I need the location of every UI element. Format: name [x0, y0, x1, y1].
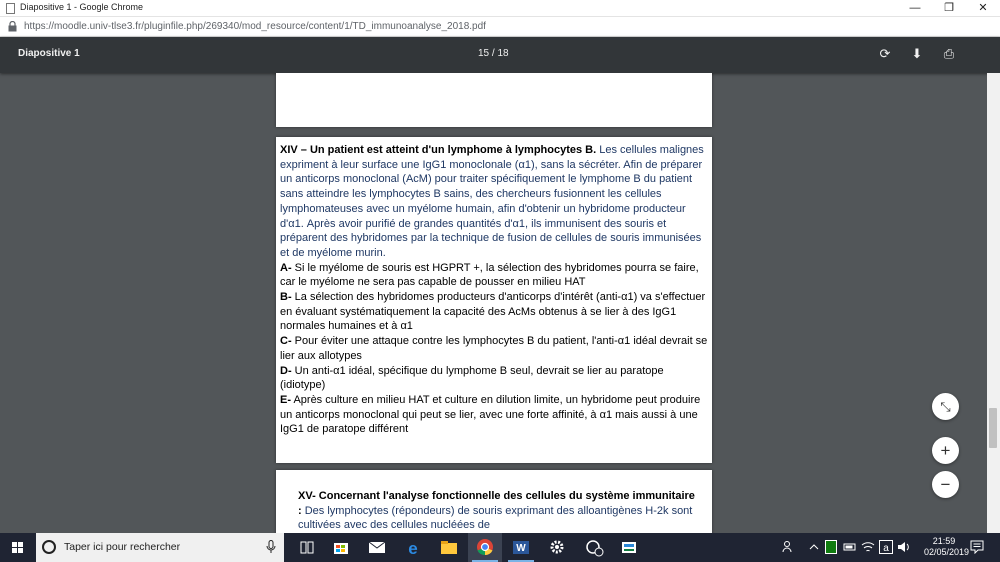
taskbar	[0, 533, 1000, 562]
question-heading: XV- Concernant l'analyse fonctionnelle des cellules du système immunitaire :	[298, 490, 695, 517]
tray-app-icon[interactable]	[825, 540, 837, 557]
zoom-out-button[interactable]: −	[932, 471, 959, 498]
store-icon[interactable]	[324, 533, 358, 562]
speaker-icon[interactable]	[897, 540, 911, 557]
windows-icon	[0, 533, 36, 562]
svg-text:e: e	[408, 539, 418, 558]
document-icon	[6, 3, 15, 14]
option-text: Pour éviter une attaque contre les lymphocytes B du patient, l'anti-α1 idéal devrait se lier aux allotypes	[280, 335, 708, 362]
file-explorer-icon[interactable]	[432, 533, 466, 562]
camera-app-icon[interactable]	[578, 533, 612, 562]
question-heading: XIV – Un patient est atteint d'un lymphome à lymphocytes B.	[280, 144, 597, 156]
close-button[interactable]: ✕	[978, 2, 988, 14]
app-icon[interactable]	[612, 533, 646, 562]
option-label: D-	[280, 364, 292, 377]
question-intro: Des lymphocytes (répondeurs) de souris exprimant des alloantigènes H-2k sont cultivées avec des cellules nucléées de	[298, 504, 693, 532]
pdf-title: Diapositive 1	[18, 48, 80, 59]
lock-icon	[8, 21, 17, 32]
scrollbar[interactable]	[987, 73, 1000, 533]
svg-text:a: a	[883, 543, 889, 554]
option-label: B-	[280, 291, 292, 304]
microphone-icon[interactable]	[266, 540, 276, 554]
minimize-button[interactable]: —	[909, 2, 921, 14]
window-title: Diapositive 1 - Google Chrome	[20, 2, 144, 12]
address-bar[interactable]	[0, 17, 1000, 37]
url-text[interactable]: https://moodle.univ-tlse3.fr/pluginfile.php/269340/mod_resource/content/1/TD_immunoanalyse_2018.pdf	[24, 21, 486, 32]
mail-icon[interactable]	[360, 533, 394, 562]
rotate-icon[interactable]: ⟳	[879, 46, 891, 61]
word-icon[interactable]	[504, 533, 538, 562]
wifi-icon[interactable]	[861, 540, 875, 557]
clock-date: 02/05/2019	[924, 547, 970, 557]
start-button[interactable]	[0, 533, 36, 562]
edge-icon[interactable]	[396, 533, 430, 562]
pdf-page	[276, 73, 712, 127]
option-label: C-	[280, 335, 292, 348]
settings-gear-icon[interactable]	[540, 533, 574, 562]
cortana-icon	[42, 540, 56, 554]
window-titlebar	[0, 0, 1000, 17]
pdf-page	[276, 137, 712, 463]
question-15	[298, 489, 698, 533]
clock-time: 21:59	[932, 536, 956, 546]
maximize-button[interactable]: ❐	[944, 2, 954, 14]
pdf-viewer[interactable]	[0, 73, 1000, 533]
question-intro: Les cellules malignes expriment à leur surface une IgG1 monoclonale (α1), sans la sécréter. Afin de préparer un anticorps monoclonal (AcM) pour traiter spécifiquement le lymphome B du patient sans atteindre les lymphocytes B sains, des chercheurs fusionnent les cellules lymphomateuses avec un myélome humain, afin d'obtenir un hybridome producteur d'α1. Après avoir purifié de grandes quantités d'α1, ils immunisent des souris et préparent des hybridomes par la technique de fusion de cellules de souris immunisées et de myélome murin.	[280, 144, 704, 259]
taskbar-search[interactable]	[36, 533, 284, 562]
battery-icon[interactable]	[843, 540, 857, 557]
option-label: A-	[280, 261, 292, 274]
search-placeholder: Taper ici pour rechercher	[64, 541, 181, 553]
question-14	[280, 143, 710, 437]
notification-icon[interactable]	[970, 540, 984, 557]
clock[interactable]	[924, 536, 970, 558]
scrollbar-thumb[interactable]	[989, 408, 997, 448]
option-text: Après culture en milieu HAT et culture en dilution limite, un hybridome peut produire un anticorps monoclonal qui peut se lier, avec une forte affinité, à α1 mais aussi à une IgG1 de paratope différent	[280, 393, 701, 436]
task-view-icon[interactable]	[290, 533, 324, 562]
page-indicator[interactable]: 15 / 18	[478, 48, 509, 59]
chevron-up-icon[interactable]	[809, 540, 819, 557]
option-text: La sélection des hybridomes producteurs d'anticorps d'intérêt (anti-α1) va s'effectuer en évaluant systématiquement la capacité des AcMs obtenus à se lier à des IgG1 normales humaines et à α1	[280, 291, 706, 333]
download-icon[interactable]: ⬇	[911, 46, 923, 61]
print-icon[interactable]: ⎙	[943, 46, 955, 61]
option-text: Un anti-α1 idéal, spécifique du lymphome B seul, devrait se lier au paratope (idiotype)	[280, 364, 664, 392]
ime-icon[interactable]	[879, 540, 893, 557]
svg-text:W: W	[516, 543, 526, 554]
option-text: Si le myélome de souris est HGPRT +, la sélection des hybridomes pourra se faire, car le myélome ne sera pas capable de pousser en milieu HAT	[280, 261, 699, 289]
option-label: E-	[280, 393, 291, 406]
chrome-icon[interactable]	[468, 533, 502, 562]
fit-page-icon[interactable]: ⤡	[932, 393, 959, 420]
people-icon[interactable]	[782, 540, 796, 557]
zoom-in-button[interactable]: +	[932, 437, 959, 464]
pdf-page	[276, 470, 712, 533]
pdf-toolbar	[0, 37, 1000, 73]
